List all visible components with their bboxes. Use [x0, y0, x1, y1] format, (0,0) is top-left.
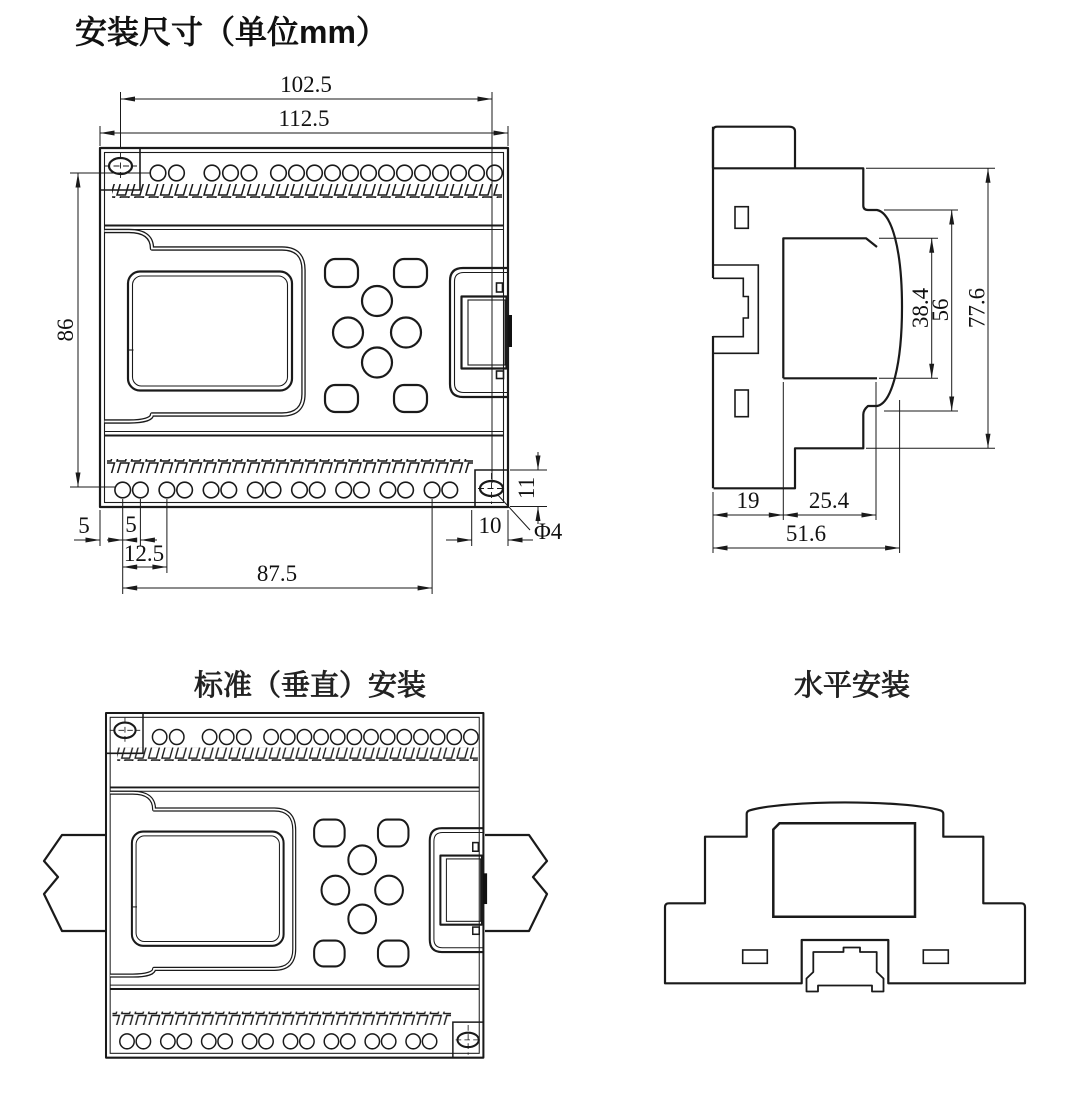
side-view — [713, 127, 995, 553]
dim-front-panel-height: 56 — [928, 298, 953, 322]
page-title: 安装尺寸（单位mm） — [75, 14, 388, 50]
device-top-profile — [665, 802, 1025, 983]
terminal-screw-lower — [735, 390, 748, 417]
dim-overall-height: 77.6 — [964, 287, 990, 329]
side-profile — [713, 127, 902, 489]
dim-screw-offset-right: 10 — [478, 513, 502, 538]
dim-terminal-span: 87.5 — [256, 561, 298, 586]
display-window — [773, 823, 915, 916]
dim-edge-margin: 5 — [78, 513, 90, 538]
dim-terminal-pitch: 12.5 — [123, 541, 165, 566]
front-panel-edge — [783, 238, 877, 378]
dim-screw-hole-diameter: Φ4 — [534, 519, 563, 544]
terminal-screw-upper — [735, 207, 748, 229]
plc-on-rail — [106, 713, 487, 1058]
caption-vertical-mount: 标准（垂直）安装 — [193, 670, 427, 702]
din-rail-left — [44, 835, 106, 931]
horizontal-install-view — [665, 802, 1025, 991]
din-clip — [807, 948, 884, 992]
dim-terminal-gap: 5 — [125, 512, 137, 537]
caption-horizontal-mount: 水平安装 — [793, 670, 911, 702]
side-view-dimensions — [713, 168, 995, 553]
dim-overall-depth: 51.6 — [785, 521, 827, 546]
front-view — [53, 72, 563, 594]
dim-screw-span-width: 102.5 — [280, 72, 332, 97]
mount-pad-right — [923, 950, 948, 963]
mount-pad-left — [743, 950, 768, 963]
dim-screw-block-height: 11 — [514, 476, 539, 500]
din-slot — [713, 278, 748, 336]
dim-mid-depth: 25.4 — [808, 488, 850, 513]
dim-display-height: 38.4 — [908, 287, 933, 329]
top-tab — [713, 127, 795, 169]
dim-overall-width: 112.5 — [278, 106, 330, 131]
din-rail-right — [485, 835, 547, 931]
dim-rear-depth: 19 — [736, 488, 760, 513]
dim-screw-span-height: 86 — [53, 318, 78, 342]
vertical-install-view — [44, 713, 547, 1058]
